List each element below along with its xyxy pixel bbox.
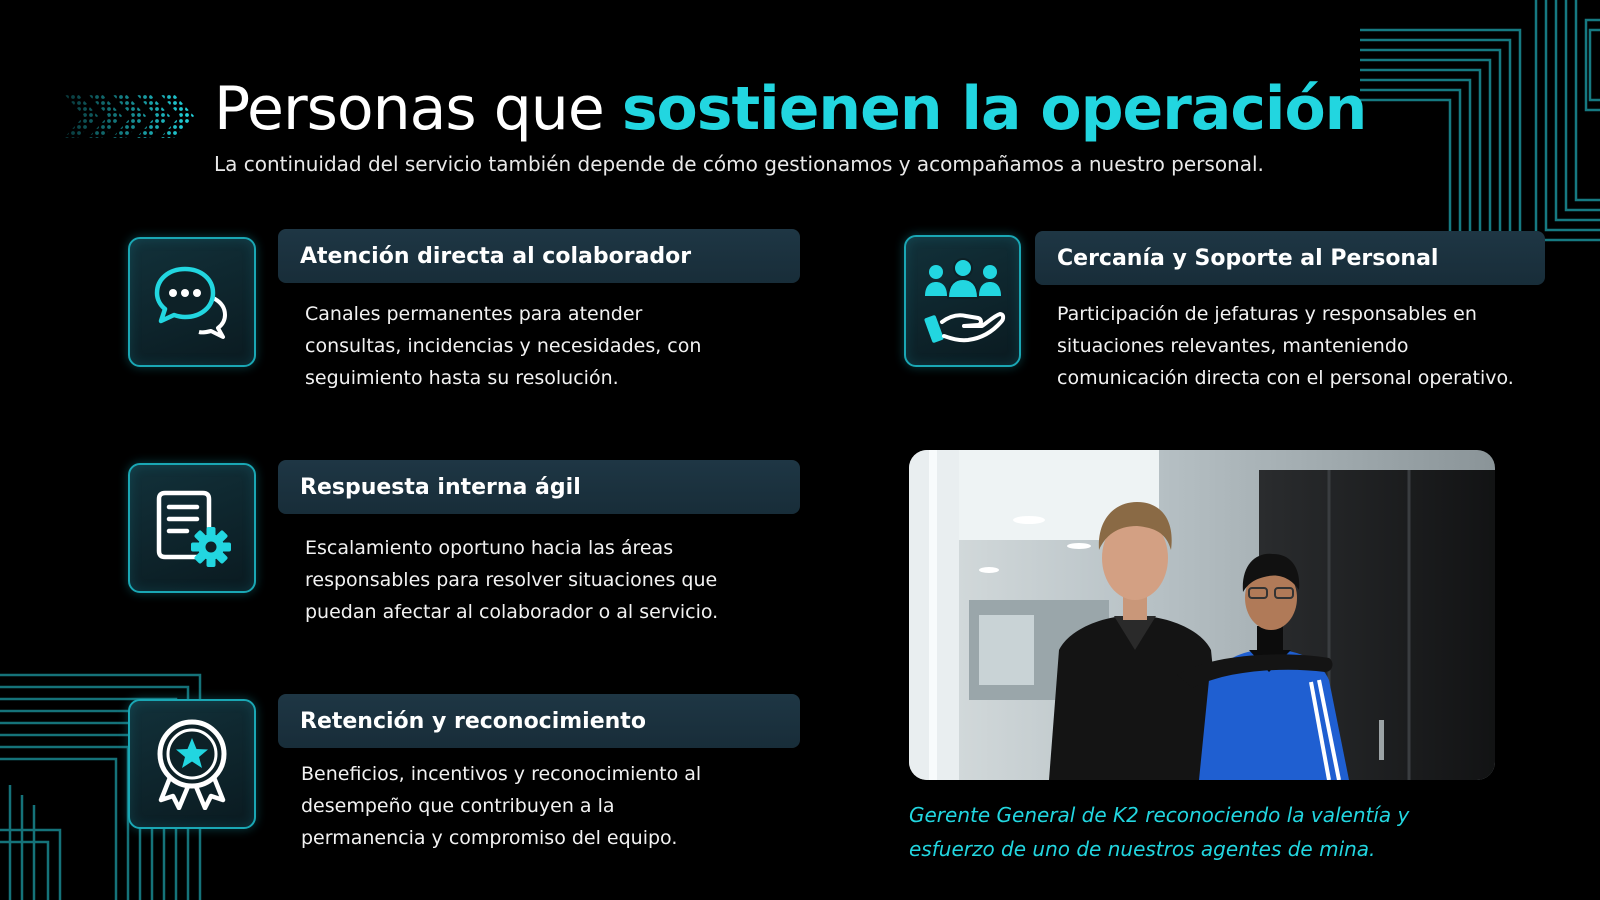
team-photo-illustration xyxy=(909,450,1495,780)
description-line: consultas, incidencias y necesidades, con xyxy=(305,335,702,357)
card-title: Respuesta interna ágil xyxy=(300,474,581,500)
description-line: Escalamiento oportuno hacia las áreas xyxy=(305,537,674,559)
card-title-banner xyxy=(278,229,800,283)
chevron-arrows-icon xyxy=(64,94,194,138)
team-photo xyxy=(909,450,1495,780)
title-highlight: sostienen la operación xyxy=(621,74,1367,144)
page-title xyxy=(214,74,1366,144)
award-ribbon-icon xyxy=(151,718,233,810)
team-hand-support-icon xyxy=(920,256,1006,346)
description-line: permanencia y compromiso del equipo. xyxy=(301,827,678,849)
card-title: Cercanía y Soporte al Personal xyxy=(1057,245,1439,271)
card-description xyxy=(305,298,701,394)
description-line: Canales permanentes para atender xyxy=(305,303,643,325)
description-line: comunicación directa con el personal operativo. xyxy=(1057,367,1514,389)
description-line: Participación de jefaturas y responsables en xyxy=(1057,303,1477,325)
card-description xyxy=(1057,298,1514,394)
card-title-banner xyxy=(1035,231,1545,285)
description-line: puedan afectar al colaborador o al servicio. xyxy=(305,601,719,623)
card-title-banner xyxy=(278,460,800,514)
caption-line: Gerente General de K2 reconociendo la valentía y xyxy=(909,803,1410,827)
description-line: situaciones relevantes, manteniendo xyxy=(1057,335,1409,357)
card-title: Retención y reconocimiento xyxy=(300,708,646,734)
chat-bubbles-icon xyxy=(153,263,231,341)
document-gear-icon xyxy=(151,487,233,569)
description-line: responsables para resolver situaciones que xyxy=(305,569,718,591)
card-description xyxy=(305,532,718,628)
card-icon-box xyxy=(128,699,256,829)
card-title-banner xyxy=(278,694,800,748)
card-icon-box xyxy=(128,463,256,593)
photo-caption xyxy=(909,798,1409,866)
title-plain: Personas que xyxy=(214,74,622,144)
description-line: desempeño que contribuyen a la xyxy=(301,795,615,817)
description-line: seguimiento hasta su resolución. xyxy=(305,367,619,389)
card-icon-box xyxy=(128,237,256,367)
card-icon-box xyxy=(904,235,1021,367)
caption-line: esfuerzo de uno de nuestros agentes de mina. xyxy=(909,837,1376,861)
page-subtitle: La continuidad del servicio también depende de cómo gestionamos y acompañamos a nuestro personal. xyxy=(214,152,1264,176)
card-description xyxy=(301,758,701,854)
card-title: Atención directa al colaborador xyxy=(300,243,692,269)
description-line: Beneficios, incentivos y reconocimiento al xyxy=(301,763,702,785)
